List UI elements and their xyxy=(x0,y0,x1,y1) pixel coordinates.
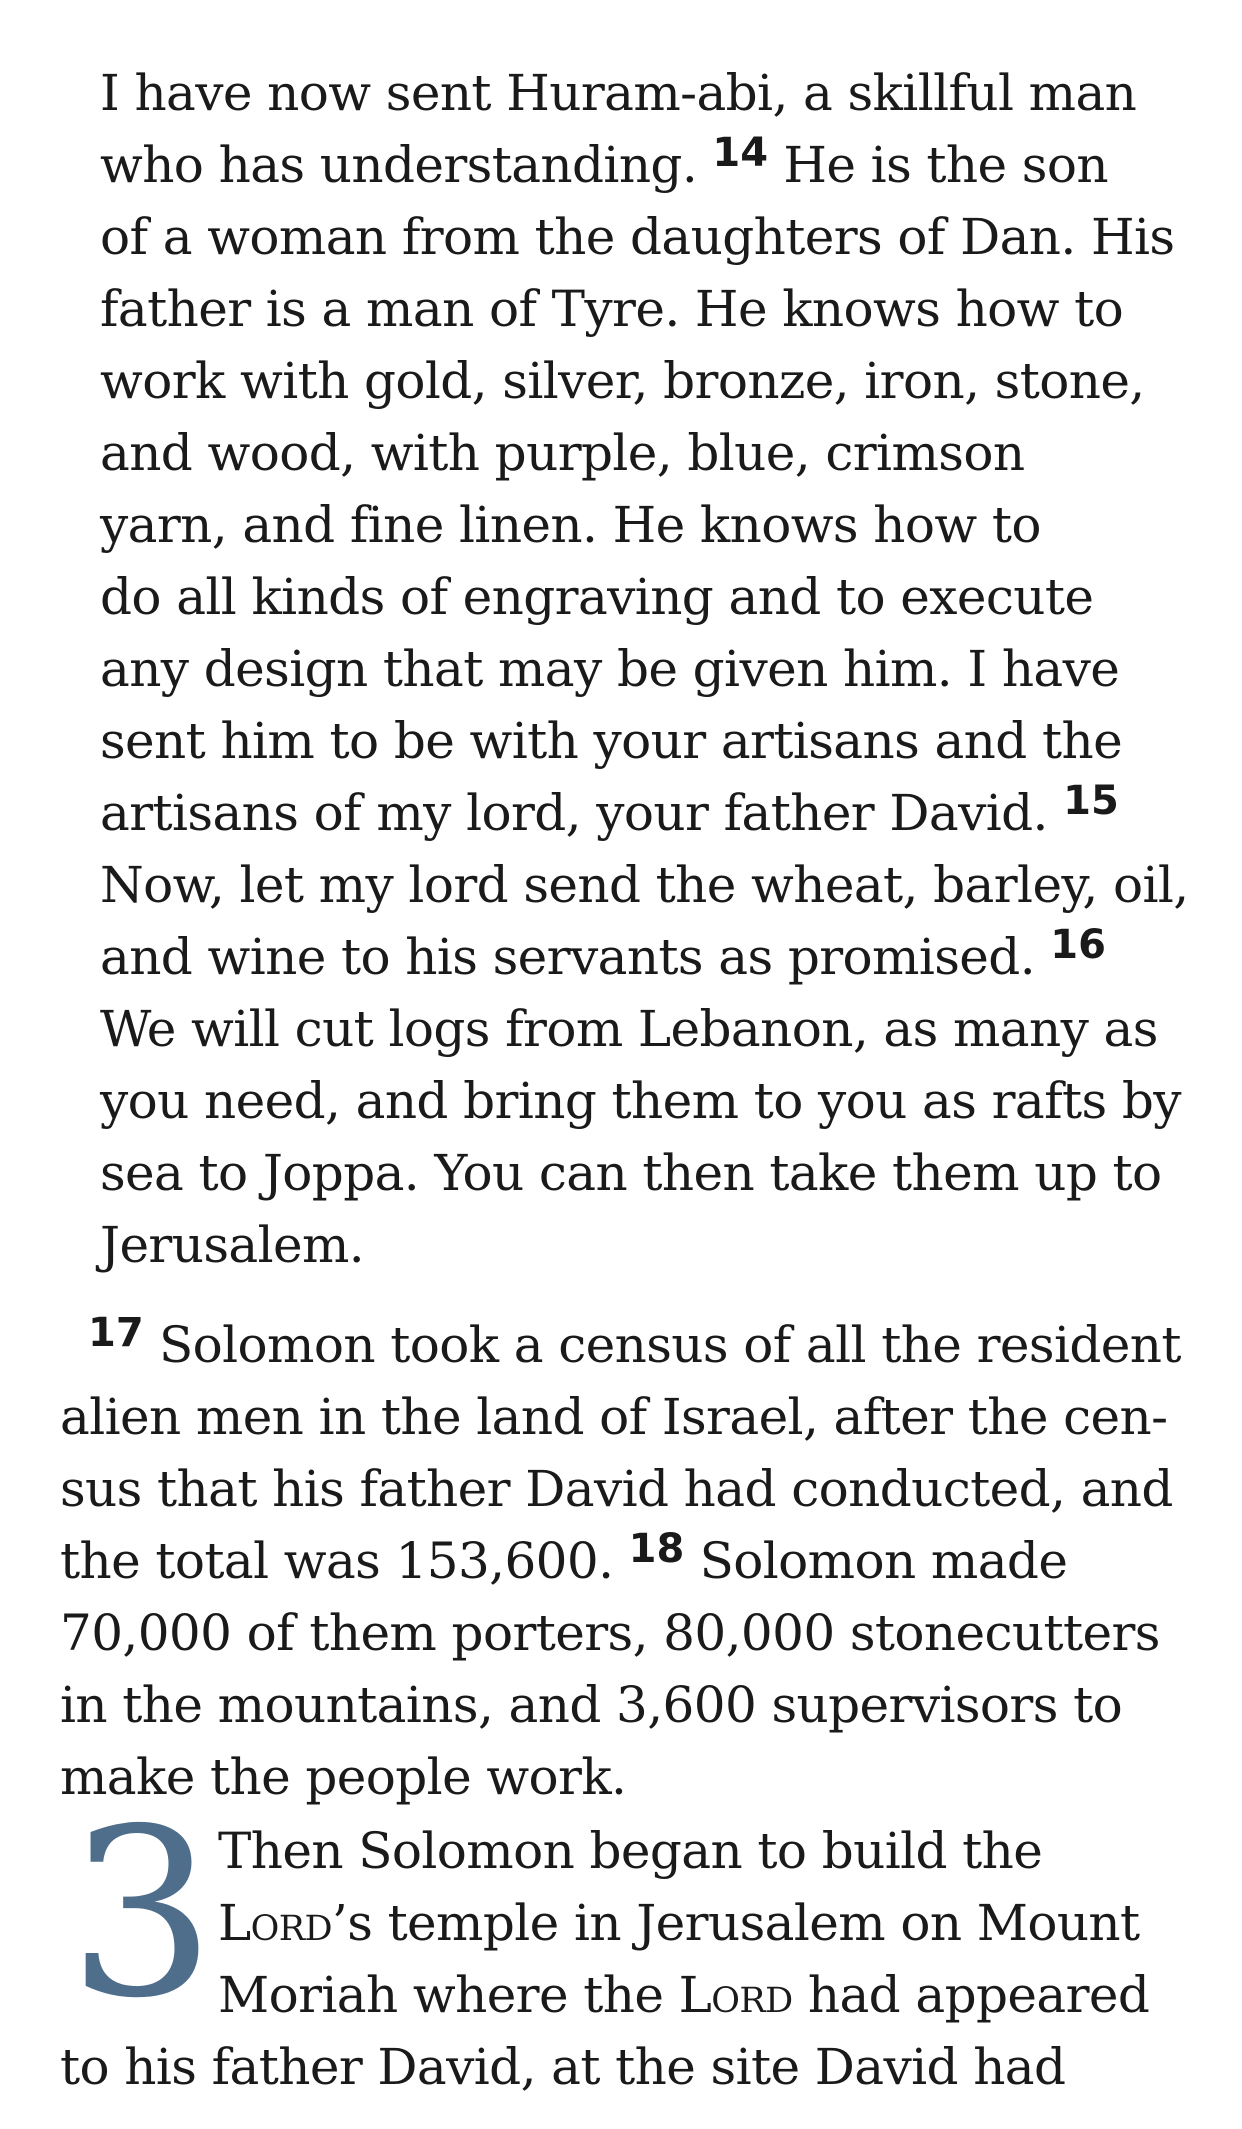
poem-line xyxy=(100,778,1119,852)
verse-number: 16 xyxy=(1050,922,1106,968)
verse-number: 14 xyxy=(712,130,769,176)
text: Moriah where the xyxy=(218,1966,679,2024)
text: artisans of my lord, your father David. xyxy=(100,784,1064,842)
text: ’s temple in Jerusalem on Mount xyxy=(331,1894,1140,1952)
text: and wine to his servants as promised. xyxy=(100,928,1051,986)
verse-number: 18 xyxy=(628,1526,685,1572)
prose-line xyxy=(218,1816,1042,1886)
text: father is a man of Tyre. He knows how to xyxy=(100,280,1124,338)
poem-line xyxy=(100,1210,364,1280)
text: and wood, with purple, blue, crimson xyxy=(100,424,1025,482)
poem-line xyxy=(100,706,1122,776)
poem-line xyxy=(100,562,1093,632)
prose-line xyxy=(60,1382,1167,1452)
text: Then Solomon began to build the xyxy=(218,1822,1043,1880)
poem-line xyxy=(100,922,1106,996)
prose-line xyxy=(60,2032,1065,2102)
verse-number: 15 xyxy=(1063,778,1119,824)
prose-line xyxy=(218,1888,1140,1958)
text: of a woman from the daughters of Dan. His xyxy=(100,208,1175,266)
text: you need, and bring them to you as rafts by xyxy=(100,1072,1181,1130)
text: Jerusalem. xyxy=(100,1216,365,1274)
poem-line xyxy=(100,1066,1181,1136)
text: sent him to be with your artisans and the xyxy=(100,712,1123,770)
poem-line xyxy=(100,202,1174,272)
poem-line xyxy=(100,274,1123,344)
poem-line xyxy=(100,850,1189,920)
poem-line xyxy=(100,490,1041,560)
text: Now, let my lord send the wheat, barley, oil, xyxy=(100,856,1189,914)
poem-line xyxy=(100,418,1024,488)
text: the total was 153,600. xyxy=(60,1532,629,1590)
chapter-number-dropcap: 3 xyxy=(68,1779,216,2049)
poem-line xyxy=(100,1138,1162,1208)
prose-line xyxy=(60,1526,1067,1600)
text: yarn, and fine linen. He knows how to xyxy=(100,496,1041,554)
text: make the people work. xyxy=(60,1748,627,1806)
text: had appeared xyxy=(792,1966,1150,2024)
text: work with gold, silver, bronze, iron, stone, xyxy=(100,352,1145,410)
text: Solomon took a census of all the resident xyxy=(143,1316,1181,1374)
prose-line xyxy=(88,1310,1181,1384)
text: We will cut logs from Lebanon, as many as xyxy=(100,1000,1158,1058)
text: in the mountains, and 3,600 supervisors to xyxy=(60,1676,1123,1734)
verse-number: 17 xyxy=(88,1310,144,1356)
poem-line xyxy=(100,346,1145,416)
text: alien men in the land of Israel, after the cen- xyxy=(60,1388,1168,1446)
text: He is the son xyxy=(768,136,1108,194)
text: Solomon made xyxy=(684,1532,1068,1590)
prose-line xyxy=(60,1670,1122,1740)
poem-line xyxy=(100,994,1158,1064)
prose-line xyxy=(60,1598,1160,1668)
text: 70,000 of them porters, 80,000 stonecutters xyxy=(60,1604,1160,1662)
poem-line xyxy=(100,130,1108,204)
text: any design that may be given him. I have xyxy=(100,640,1120,698)
text: to his father David, at the site David had xyxy=(60,2038,1066,2096)
text: do all kinds of engraving and to execute xyxy=(100,568,1094,626)
divine-name: Lord xyxy=(218,1894,332,1952)
divine-name: Lord xyxy=(678,1966,793,2024)
prose-line xyxy=(218,1960,1149,2030)
text: who has understanding. xyxy=(100,136,713,194)
poem-line xyxy=(100,634,1119,704)
poem-line xyxy=(100,58,1136,128)
text: sus that his father David had conducted, and xyxy=(60,1460,1173,1518)
text: sea to Joppa. You can then take them up to xyxy=(100,1144,1162,1202)
text: I have now sent Huram-abi, a skillful man xyxy=(100,64,1137,122)
prose-line xyxy=(60,1454,1173,1524)
